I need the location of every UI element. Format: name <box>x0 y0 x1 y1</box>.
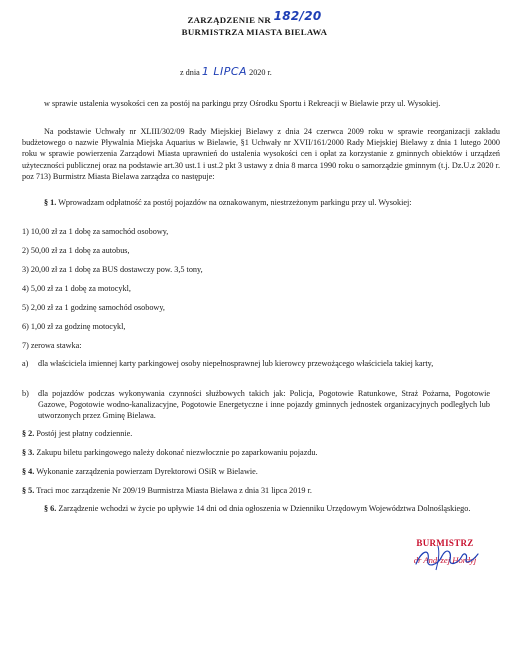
sub-item-label: b) <box>22 389 29 398</box>
sub-item-label: a) <box>22 359 29 368</box>
list-item: 7) zerowa stawka: <box>22 341 82 350</box>
list-item: 2) 50,00 zł za 1 dobę za autobus, <box>22 246 130 255</box>
sub-item-text: dla pojazdów podczas wykonywania czynności służbowych takich jak: Policja, Pogotowie Ratunkowe, Straż Pożarna, Pogotowie Gazowe, Pogotowie wodno-kanalizacyjne, Pogotowie Energetyczne i inne pojazdy gminnych jednostek organizacyjnych podległych lub utworzonych przez Gminę Bielawa. <box>38 389 490 421</box>
document-issuer: BURMISTRZA MIASTA BIELAWA <box>181 27 328 38</box>
section-label: § 5. <box>22 486 35 495</box>
list-item: 6) 1,00 zł za godzinę motocykl, <box>22 322 126 331</box>
preamble-text: Na podstawie Uchwały nr XLIII/302/09 Rady Miejskiej Bielawy z dnia 24 czerwca 2009 roku w sprawie reorganizacji zakładu budżetowego o nazwie Pływalnia Miejska Aquarius w Bielawie, §1 Uchwały nr XVII/161/2000 Rady Miejskiej Bielawy z dnia 1 lutego 2000 roku w sprawie powierzenia Zarządowi Miasta uprawnień do ustalenia wysokości cen i opłat za korzystanie z gminnych obiektów i urządzeń użyteczności publicznej oraz na podstawie art.30 ust.1 i ust.2 pkt 3 ustawy z dnia 8 marca 1990 roku o samorządzie gminnym (t.j. Dz.U.z 2020 r. poz 713) Burmistrz Miasta Bielawa zarządza co następuje: <box>22 127 500 181</box>
section-text: Wykonanie zarządzenia powierzam Dyrektorowi OSiR w Bielawie. <box>36 467 258 476</box>
signature-stamp <box>390 538 500 566</box>
section-1-label: § 1. <box>44 198 57 207</box>
list-item: 4) 5,00 zł za 1 dobę za motocykl, <box>22 284 131 293</box>
signature-name: dr Andrzej Hordyj <box>413 555 477 566</box>
section-label: § 4. <box>22 467 35 476</box>
section-5 <box>22 485 312 496</box>
section-label: § 3. <box>22 448 35 457</box>
subject-text: w sprawie ustalenia wysokości cen za postój na parkingu przy Ośrodku Sportu i Rekreacji w Bielawie przy ul. Wysokiej. <box>44 99 441 108</box>
title-prefix: ZARZĄDZENIE NR <box>187 15 272 25</box>
handwritten-number: 182/20 <box>273 9 322 23</box>
section-label: § 2. <box>22 429 35 438</box>
subject-paragraph <box>22 98 500 109</box>
section-6-text: Zarządzenie wchodzi w życie po upływie 14 dni od dnia ogłoszenia w Dzienniku Urzędowym Województwa Dolnośląskiego. <box>58 504 471 513</box>
document-header <box>0 9 509 38</box>
date-suffix: 2020 r. <box>249 68 272 77</box>
section-6-label: § 6. <box>44 504 57 513</box>
signature-title: BURMISTRZ <box>416 538 474 548</box>
section-1 <box>22 197 500 208</box>
handwritten-signature-icon <box>408 542 488 572</box>
section-2 <box>22 428 132 439</box>
sub-item-text: dla właściciela imiennej karty parkingowej osoby niepełnosprawnej lub kierowcy przewożącego właściciela takiej karty, <box>38 359 434 368</box>
section-text: Postój jest płatny codziennie. <box>36 429 133 438</box>
section-4 <box>22 466 258 477</box>
preamble-paragraph <box>22 126 500 182</box>
section-6 <box>22 503 500 514</box>
section-3 <box>22 447 318 458</box>
document-title <box>0 9 509 26</box>
list-item: 3) 20,00 zł za 1 dobę za BUS dostawczy pow. 3,5 tony, <box>22 265 203 274</box>
document-date <box>180 66 272 78</box>
list-item: 5) 2,00 zł za 1 godzinę samochód osobowy, <box>22 303 165 312</box>
date-prefix: z dnia <box>180 68 200 77</box>
section-1-text: Wprowadzam odpłatność za postój pojazdów na oznakowanym, niestrzeżonym parkingu przy ul. Wysokiej: <box>58 198 412 207</box>
section-text: Zakupu biletu parkingowego należy dokonać niezwłocznie po zaparkowaniu pojazdu. <box>36 448 318 457</box>
list-item: 1) 10,00 zł za 1 dobę za samochód osobowy, <box>22 227 169 236</box>
section-text: Traci moc zarządzenie Nr 209/19 Burmistrza Miasta Bielawa z dnia 31 lipca 2019 r. <box>36 486 312 495</box>
handwritten-date: 1 LIPCA <box>201 65 248 78</box>
